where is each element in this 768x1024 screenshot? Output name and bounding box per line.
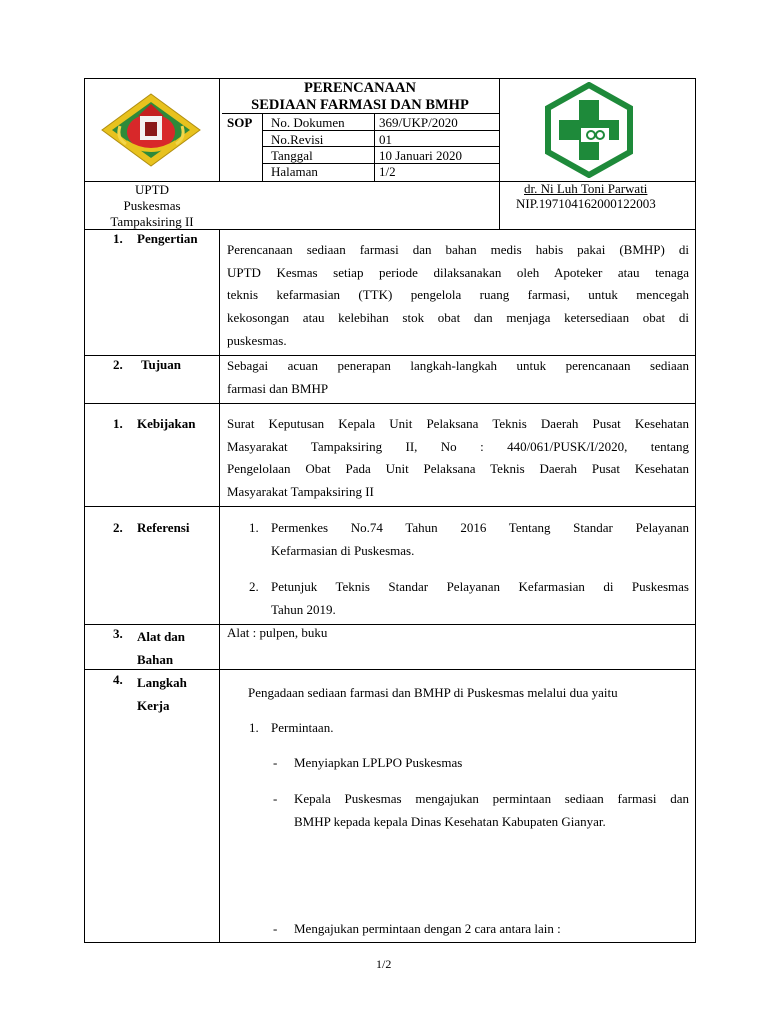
reference-item: Petunjuk Teknis Standar Pelayanan Kefarmasian di Puskesmas Tahun 2019. (271, 579, 689, 617)
section-label-langkah: Langkah Kerja (137, 675, 187, 713)
page-label: Halaman (271, 164, 318, 179)
section-label-pengertian: Pengertian (137, 231, 198, 246)
revision-value: 01 (379, 132, 392, 147)
section-number: 1. (113, 416, 123, 431)
date-value: 10 Januari 2020 (379, 148, 463, 163)
section-label-alat: Alat dan Bahan (137, 629, 186, 667)
document-title: PERENCANAAN SEDIAAN FARMASI DAN BMHP (251, 80, 469, 113)
section-number: 1. (113, 231, 123, 246)
kebijakan-text: Surat Keputusan Kepala Unit Pelaksana Teknis Daerah Pusat Kesehatan Masyarakat Tampaksiring II, No : 440/061/PUSK/I/2020, tentang Pengelolaan Obat Pada Unit Pelaksana Teknis Daerah Pusat Kesehatan Masyarakat Tampaksiring II (227, 416, 689, 500)
tujuan-text: Sebagai acuan penerapan langkah-langkah untuk perencanaan sediaan farmasi dan BMHP (227, 358, 689, 396)
sop-label: SOP (227, 115, 253, 130)
section-number: 3. (113, 626, 123, 641)
puskesmas-logo-icon (543, 82, 635, 178)
section-number: 4. (113, 672, 123, 687)
section-label-tujuan: Tujuan (141, 357, 181, 372)
bullet-dash: - (273, 755, 278, 770)
bullet-dash: - (273, 921, 278, 936)
section-number: 2. (113, 357, 123, 372)
bullet-item: Menyiapkan LPLPO Puskesmas (294, 755, 463, 770)
bullet-item: Kepala Puskesmas mengajukan permintaan sediaan farmasi dan BMHP kepada kepala Dinas Kesehatan Kabupaten Gianyar. (294, 791, 689, 829)
page-number: 1/2 (376, 957, 392, 971)
unit-name: UPTD Puskesmas Tampaksiring II (110, 182, 194, 229)
section-label-kebijakan: Kebijakan (137, 416, 196, 431)
step-number: 1. (249, 720, 259, 735)
section-number: 2. (113, 520, 123, 535)
alat-text: Alat : pulpen, buku (227, 625, 328, 640)
doc-number-value: 369/UKP/2020 (379, 115, 458, 130)
bullet-dash: - (273, 791, 278, 806)
reference-item: Permenkes No.74 Tahun 2016 Tentang Standar Pelayanan Kefarmasian di Puskesmas. (271, 520, 689, 558)
date-label: Tanggal (271, 148, 313, 163)
revision-label: No.Revisi (271, 132, 324, 147)
pengertian-text: Perencanaan sediaan farmasi dan bahan medis habis pakai (BMHP) di UPTD Kesmas setiap periode dilaksanakan oleh Apoteker atau tenaga teknis kefarmasian (TTK) pengelola ruang farmasi, untuk mencegah kekosongan atau kelebihan stok obat dan menjaga ketersediaan obat di puskesmas. (227, 242, 689, 348)
langkah-intro: Pengadaan sediaan farmasi dan BMHP di Puskesmas melalui dua yaitu (248, 685, 618, 700)
reference-item-number: 2. (249, 579, 259, 594)
reference-item-number: 1. (249, 520, 259, 535)
step-title: Permintaan. (271, 720, 334, 735)
doc-number-label: No. Dokumen (271, 115, 345, 130)
regional-emblem-icon (100, 92, 202, 168)
section-label-referensi: Referensi (137, 520, 190, 535)
signer-nip: NIP.197104162000122003 (516, 196, 656, 211)
bullet-item: Mengajukan permintaan dengan 2 cara antara lain : (294, 921, 561, 936)
signer-name: dr. Ni Luh Toni Parwati (524, 181, 648, 196)
page-value: 1/2 (379, 164, 396, 179)
